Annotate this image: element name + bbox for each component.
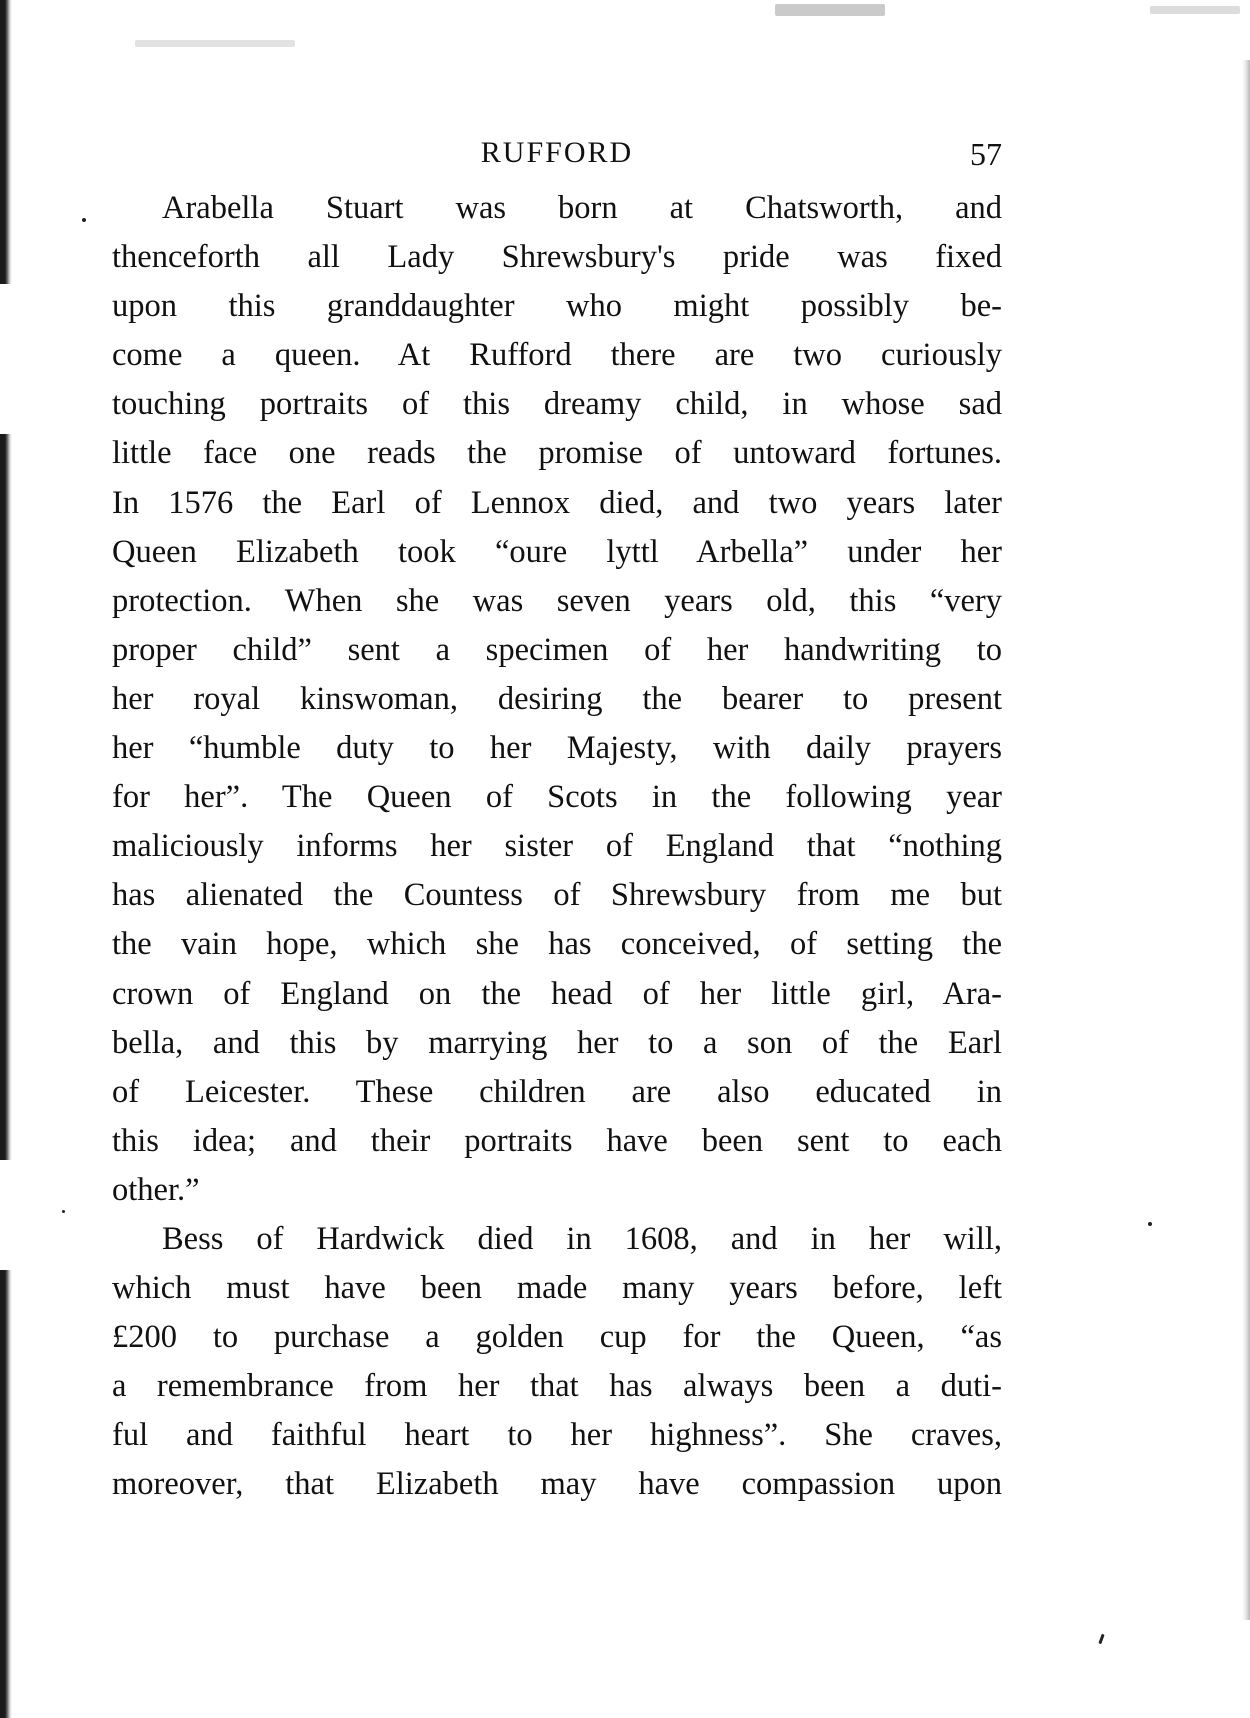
paragraph	[112, 1215, 1002, 1510]
text-line: for her”. The Queen of Scots in the following year	[112, 779, 1002, 816]
text-line: protection. When she was seven years old, this “very	[112, 582, 1002, 619]
text-line: a remembrance from her that has always been a duti-	[112, 1368, 1002, 1405]
text-line: other.”	[112, 1171, 200, 1208]
text-line: has alienated the Countess of Shrewsbury from me but	[112, 877, 1002, 914]
text-line: Arabella Stuart was born at Chatsworth, and	[162, 190, 1002, 226]
text-line: maliciously informs her sister of England that “nothing	[112, 828, 1002, 865]
body-text	[112, 184, 1002, 1510]
page-number: 57	[970, 136, 1002, 172]
scan-speck	[82, 218, 86, 222]
text-line: this idea; and their portraits have been sent to each	[112, 1122, 1002, 1159]
text-line: £200 to purchase a golden cup for the Queen, “as	[112, 1319, 1002, 1356]
scan-edge-right	[1242, 60, 1250, 1620]
text-line: her royal kinswoman, desiring the bearer to present	[112, 680, 1002, 717]
text-line: which must have been made many years before, left	[112, 1270, 1002, 1307]
text-line: of Leicester. These children are also educated in	[112, 1073, 1002, 1110]
text-line: crown of England on the head of her little girl, Ara-	[112, 975, 1002, 1012]
text-line: Queen Elizabeth took “oure lyttl Arbella” under her	[112, 533, 1002, 570]
text-line: little face one reads the promise of untoward fortunes.	[112, 435, 1002, 472]
text-line: moreover, that Elizabeth may have compassion upon	[112, 1466, 1002, 1503]
text-line: In 1576 the Earl of Lennox died, and two years later	[112, 484, 1002, 521]
text-line: ful and faithful heart to her highness”. She craves,	[112, 1417, 1002, 1454]
text-line: bella, and this by marrying her to a son of the Earl	[112, 1024, 1002, 1061]
text-line: Bess of Hardwick died in 1608, and in her will,	[162, 1220, 1002, 1257]
scan-smudge	[135, 40, 295, 47]
scan-edge-left	[0, 0, 12, 1718]
text-line: touching portraits of this dreamy child, in whose sad	[112, 386, 1002, 423]
scan-speck	[62, 1210, 65, 1213]
scan-edge-gap	[0, 284, 14, 434]
text-line: upon this granddaughter who might possibly be-	[112, 288, 1002, 325]
scan-edge-gap	[0, 1160, 14, 1270]
scan-smudge	[775, 4, 885, 16]
text-line: thenceforth all Lady Shrewsbury's pride was fixed	[112, 239, 1002, 276]
running-title: RUFFORD	[480, 136, 634, 169]
text-line: proper child” sent a specimen of her handwriting to	[112, 631, 1002, 668]
text-line: the vain hope, which she has conceived, of setting the	[112, 926, 1002, 963]
running-header	[112, 136, 1002, 180]
scan-smudge	[1150, 6, 1240, 14]
text-line: her “humble duty to her Majesty, with daily prayers	[112, 730, 1002, 767]
scan-speck	[1148, 1222, 1152, 1226]
scan-speck	[1098, 1634, 1104, 1644]
text-line: come a queen. At Rufford there are two curiously	[112, 337, 1002, 374]
paragraph	[112, 184, 1002, 1215]
